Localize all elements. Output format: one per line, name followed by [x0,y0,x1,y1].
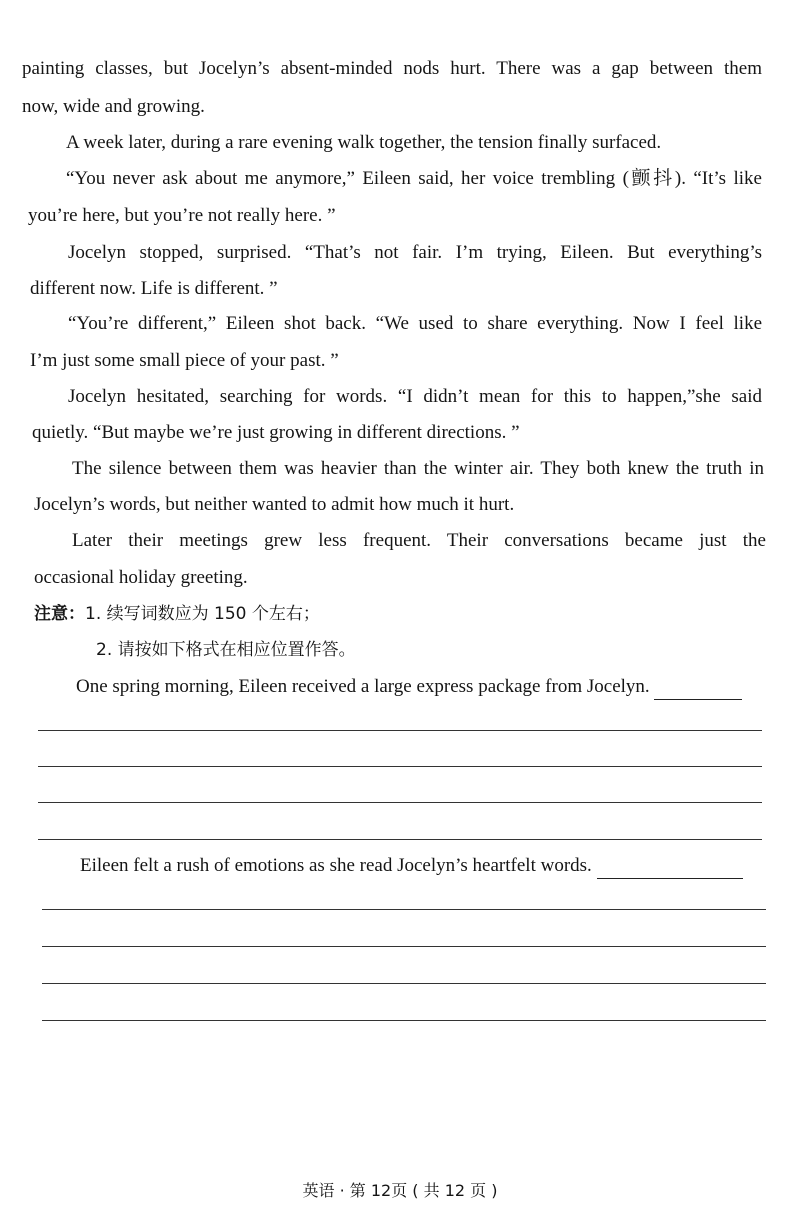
answer-line[interactable] [42,946,766,947]
passage-line: quietly. “But maybe we’re just growing in different directions. ” [32,422,520,443]
passage-line: Jocelyn’s words, but neither wanted to admit how much it hurt. [34,494,515,515]
notes-item-1: 1. 续写词数应为 150 个左右； [85,604,320,624]
answer-blank[interactable] [654,679,742,700]
prompt-line [80,853,743,879]
answer-line[interactable] [42,983,766,984]
passage-line: The silence between them was heavier than the winter air. They both knew the truth in [72,458,764,479]
passage-line: you’re here, but you’re not really here. ” [28,205,336,226]
passage-line: Later their meetings grew less frequent. Their conversations became just the [72,530,766,551]
notes-item-2: 2. 请按如下格式在相应位置作答。 [96,640,356,660]
prompt-line [76,674,742,700]
answer-line[interactable] [42,909,766,910]
prompt-paragraph-2: Eileen felt a rush of emotions as she read Jocelyn’s heartfelt words. [80,855,592,876]
answer-line[interactable] [42,1020,766,1021]
notes-line-1 [34,601,320,627]
answer-line[interactable] [38,839,762,840]
passage-line: different now. Life is different. ” [30,278,278,299]
answer-line[interactable] [38,802,762,803]
page-footer: 英语 · 第 12页 ( 共 12 页 ) [302,1181,498,1200]
passage-line: occasional holiday greeting. [34,567,248,588]
notes-label: 注意： [34,604,85,624]
passage-line: now, wide and growing. [22,96,205,117]
answer-line[interactable] [38,766,762,767]
answer-line[interactable] [38,730,762,731]
passage-line: A week later, during a rare evening walk together, the tension finally surfaced. [66,132,662,153]
passage-line: Jocelyn hesitated, searching for words. “I didn’t mean for this to happen,”she said [68,386,762,407]
passage-line: painting classes, but Jocelyn’s absent-minded nods hurt. There was a gap between them [22,58,762,79]
passage-line: “You’re different,” Eileen shot back. “We used to share everything. Now I feel like [68,313,762,334]
passage-line: Jocelyn stopped, surprised. “That’s not fair. I’m trying, Eileen. But everything’s [68,242,762,263]
passage-line: I’m just some small piece of your past. ” [30,350,339,371]
answer-blank[interactable] [597,858,743,879]
passage-line: “You never ask about me anymore,” Eileen said, her voice trembling (颤抖). “It’s like [66,168,762,189]
prompt-paragraph-1: One spring morning, Eileen received a large express package from Jocelyn. [76,676,650,697]
